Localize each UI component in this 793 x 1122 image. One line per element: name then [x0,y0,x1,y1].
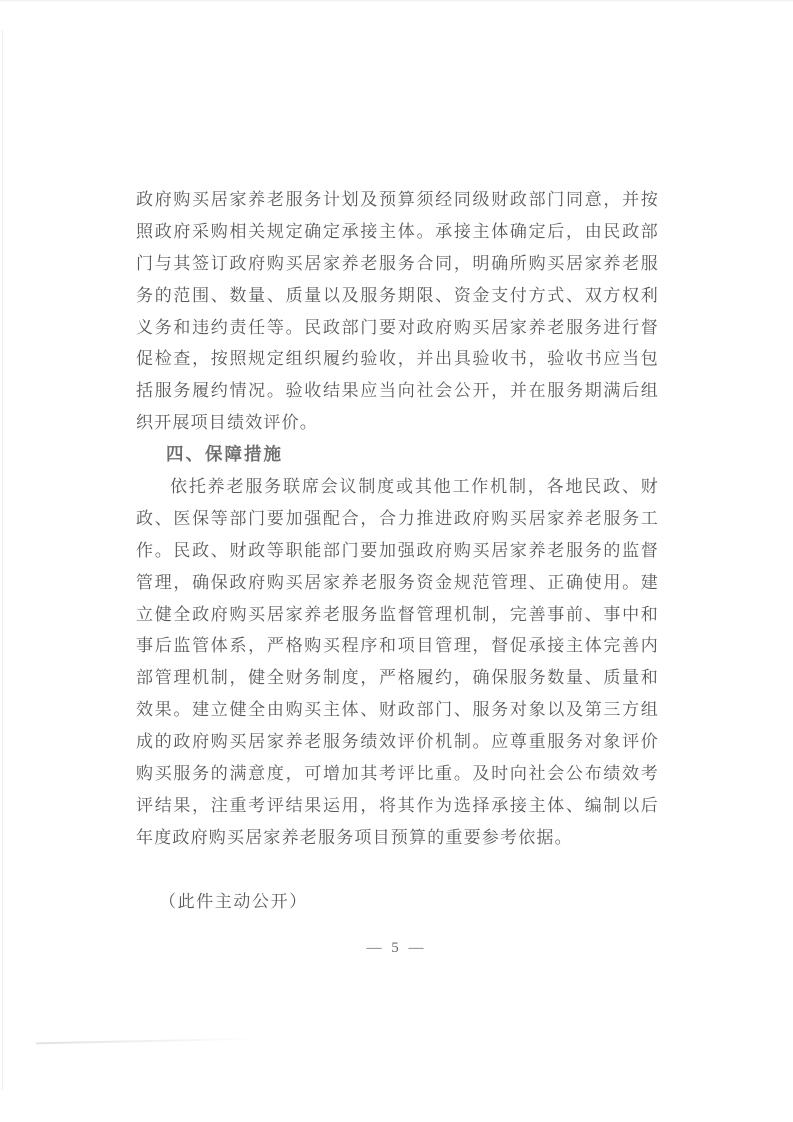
body-text-line: 义务和违约责任等。民政部门要对政府购买居家养老服务进行督 [136,317,659,337]
body-text-line: 年度政府购买居家养老服务项目预算的重要参考依据。 [136,827,573,847]
body-text-line: 事后监管体系，严格购买程序和项目管理，督促承接主体完善内 [136,636,659,656]
blank-line [136,854,659,886]
scan-top-edge-artifact [0,0,793,2]
body-text-line: 务的范围、数量、质量以及服务期限、资金支付方式、双方权利 [136,285,659,305]
body-text-line: 政、医保等部门要加强配合，合力推进政府购买居家养老服务工 [136,508,659,528]
body-text-line: 门与其签订政府购买居家养老服务合同，明确所购买居家养老服 [136,253,659,273]
disclosure-note: （此件主动公开） [159,891,308,911]
section-heading: 四、保障措施 [166,444,283,465]
body-text-line: 成的政府购买居家养老服务绩效评价机制。应尊重服务对象评价 [136,732,659,752]
page-number: — 5 — [366,940,427,956]
paragraph-1 [136,184,659,439]
body-text-line: 管理，确保政府购买居家养老服务资金规范管理、正确使用。建 [136,572,659,592]
body-text-line: 照政府采购相关规定确定承接主体。承接主体确定后，由民政部 [136,221,659,241]
body-text-line: 作。民政、财政等职能部门要加强政府购买居家养老服务的监督 [136,540,659,560]
paragraph-2 [136,471,659,854]
body-text-line: 促检查，按照规定组织履约验收，并出具验收书，验收书应当包 [136,349,659,369]
body-text-line: 织开展项目绩效评价。 [136,413,318,433]
document-body [136,184,659,917]
body-text-line: 立健全政府购买居家养老服务监督管理机制，完善事前、事中和 [136,604,659,624]
body-text-line: 政府购买居家养老服务计划及预算须经同级财政部门同意，并按 [136,190,659,209]
scan-crease-artifact [36,1038,260,1045]
scan-left-edge-artifact [2,30,3,1090]
body-text-line: 购买服务的满意度，可增加其考评比重。及时向社会公布绩效考 [136,764,659,784]
body-text-line: 部管理机制，健全财务制度，严格履约，确保服务数量、质量和 [136,668,659,688]
body-text-line: 效果。建立健全由购买主体、财政部门、服务对象以及第三方组 [136,700,659,720]
body-text-line: 依托养老服务联席会议制度或其他工作机制，各地民政、财 [170,477,659,497]
body-text-line: 评结果，注重考评结果运用，将其作为选择承接主体、编制以后 [136,795,659,815]
body-text-line: 括服务履约情况。验收结果应当向社会公开，并在服务期满后组 [136,381,659,401]
